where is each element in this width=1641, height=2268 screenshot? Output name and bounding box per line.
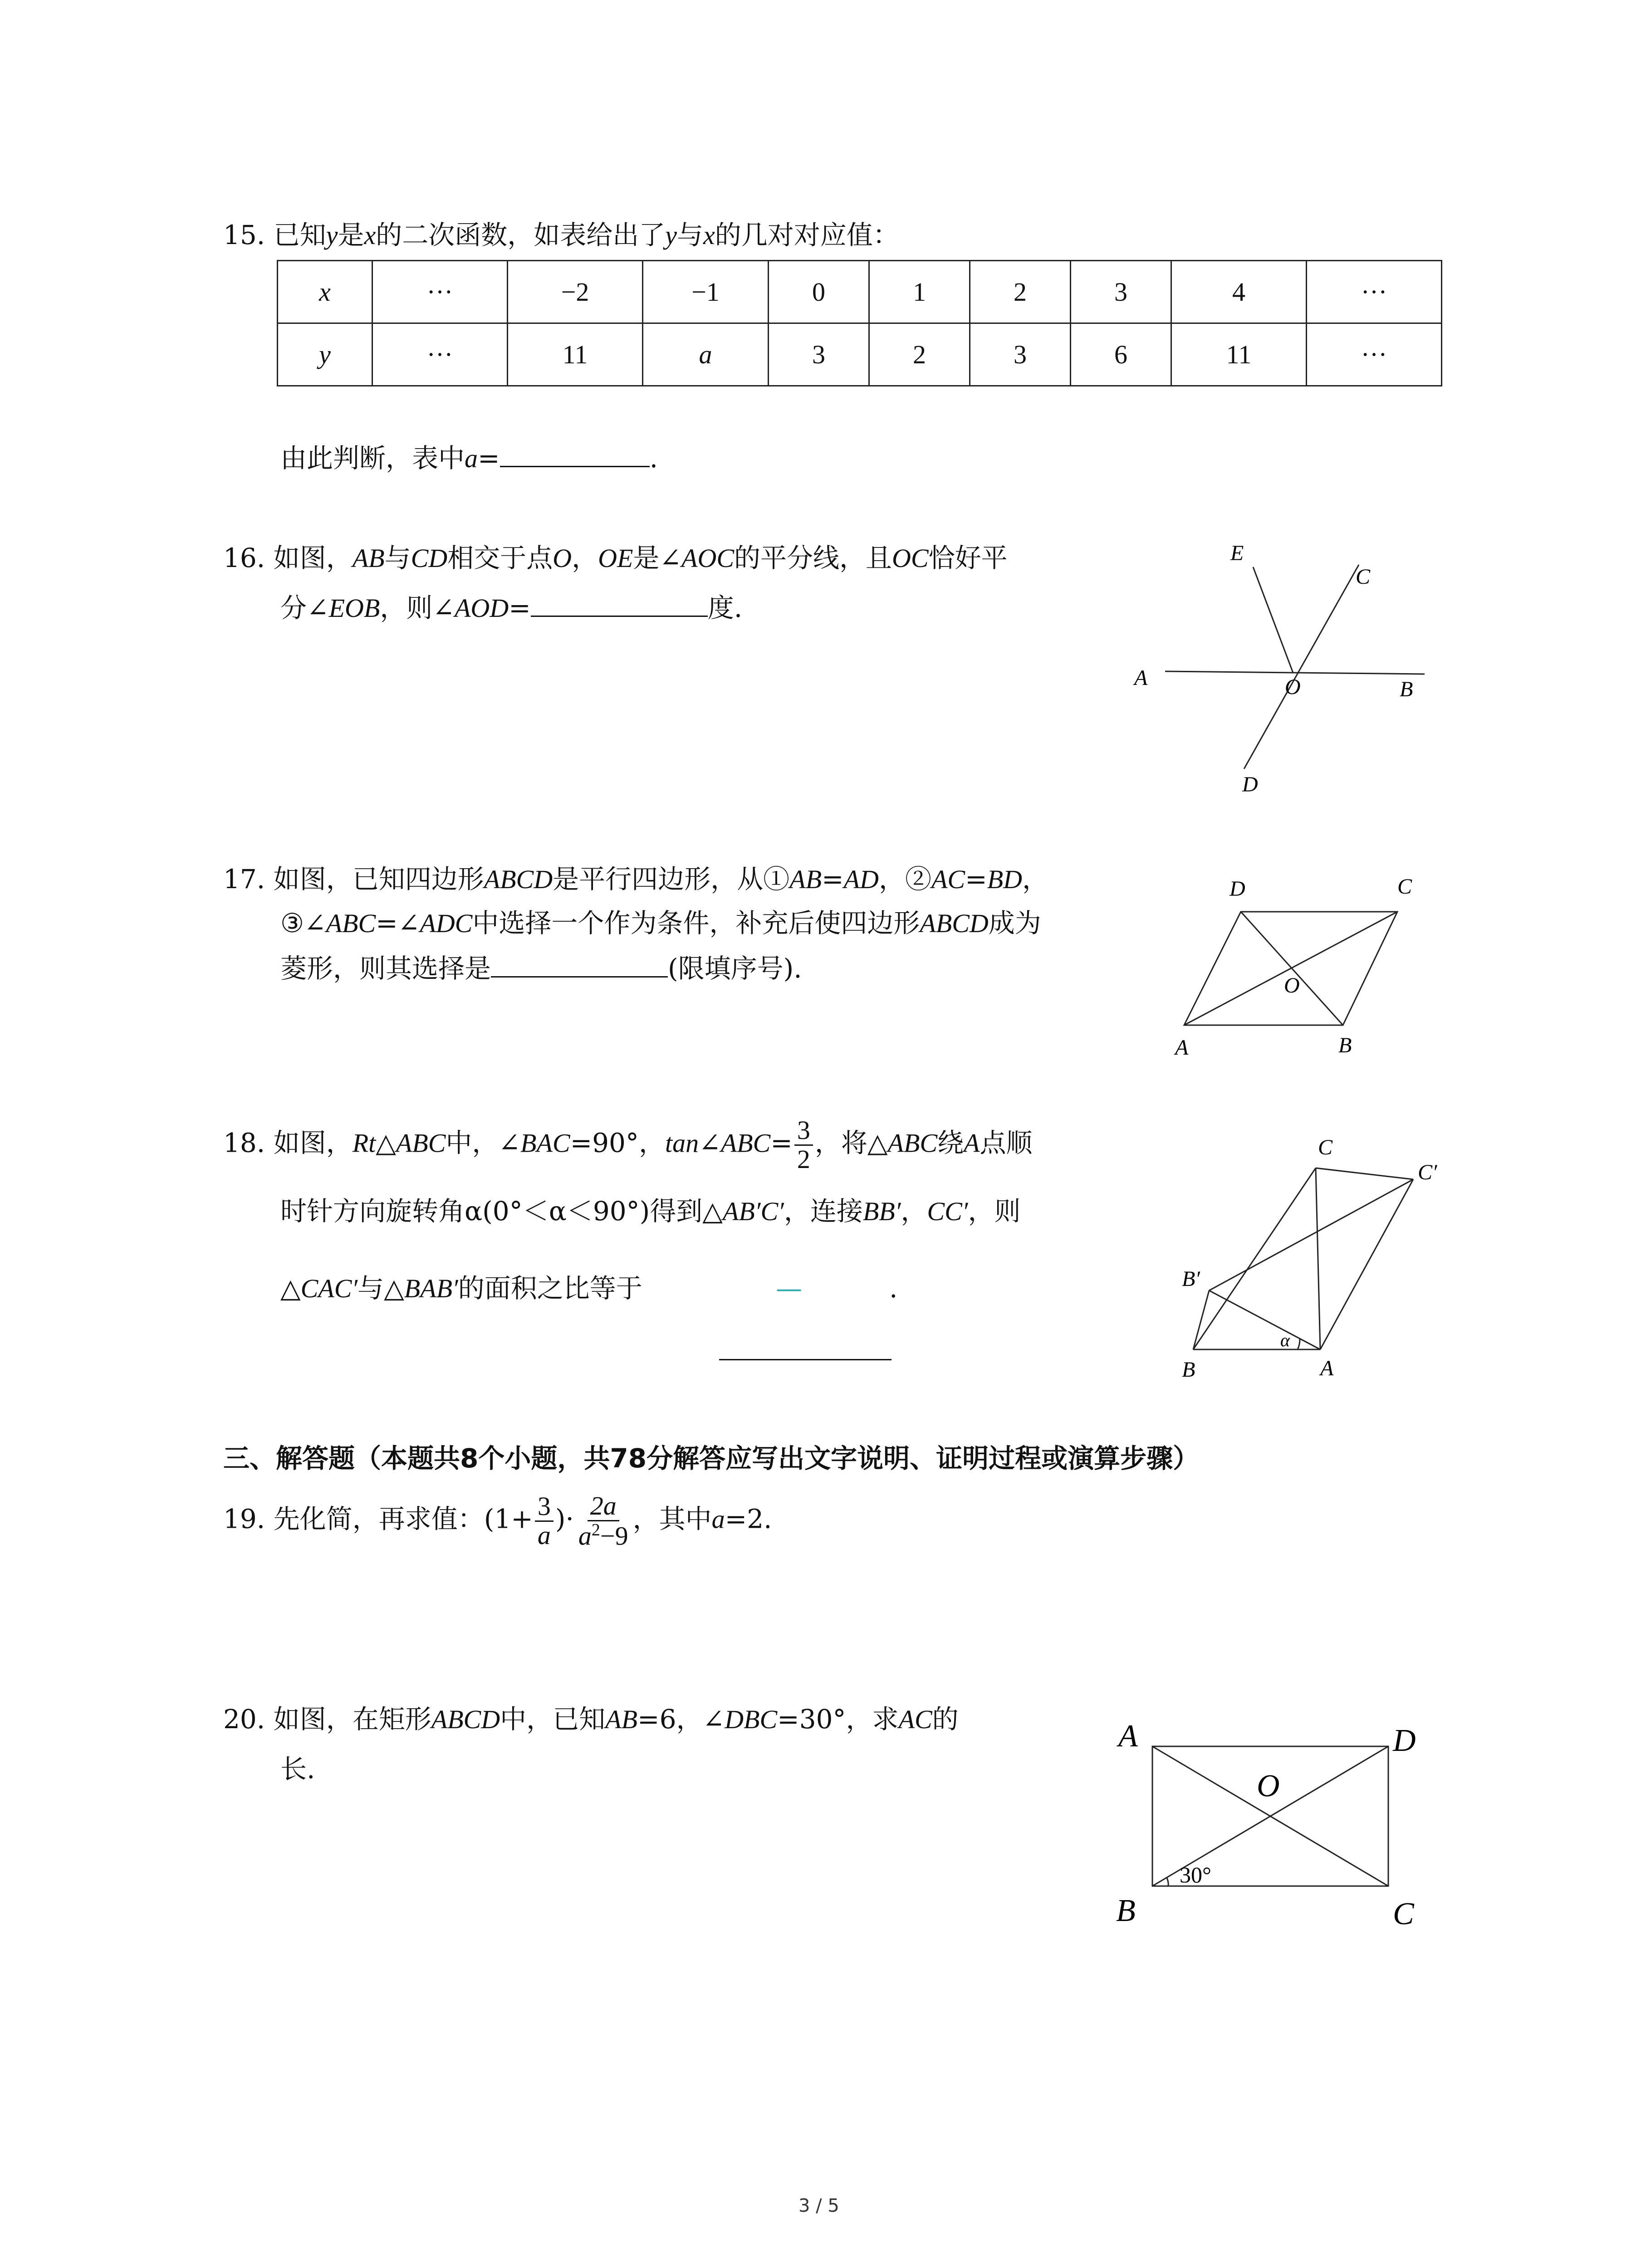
label-D: D <box>1242 772 1258 797</box>
label-A: A <box>1175 1036 1189 1060</box>
label-E: E <box>1230 541 1244 565</box>
label-B: B <box>1400 677 1413 701</box>
segment-cc-prime <box>1316 1168 1413 1179</box>
q17-number: 17. <box>223 864 265 894</box>
ray-oe <box>1253 567 1293 673</box>
line-cd <box>1244 565 1359 769</box>
q18-period: . <box>889 1273 898 1304</box>
table-row: y ··· 11 a 3 2 3 6 11 ··· <box>278 323 1442 386</box>
label-C: C <box>1318 1135 1333 1159</box>
q19-line: 19. 先化简，再求值：(1+ $\frac{3}{a}$ )· $\frac{2a}{a^2-9}$ ，其中a=2. <box>223 1491 772 1551</box>
q16-line2: 分∠EOB，则∠AOD= 度. <box>280 592 743 623</box>
q17-figure <box>1171 862 1461 1070</box>
q17-line1: 17. 如图，已知四边形ABCD是平行四边形，从①AB=AD，②AC=BD， <box>223 864 1049 894</box>
q20-figure <box>1102 1701 1456 1955</box>
q18-answer-blank[interactable] <box>719 1359 892 1360</box>
q15-answer-blank[interactable] <box>500 466 650 467</box>
q18-number: 18. <box>223 1127 265 1158</box>
segment-ac <box>1316 1168 1320 1349</box>
q17-answer-blank[interactable] <box>491 976 668 978</box>
q19-fraction-1: $\frac{3}{a}$ <box>535 1493 554 1549</box>
q18-dash: — <box>776 1273 802 1304</box>
q15-line2: 由此判断，表中a= . <box>280 443 658 474</box>
q16-line1: 16. 如图，AB与CD相交于点O，OE是∠AOC的平分线，且OC恰好平 <box>223 543 1008 573</box>
segment-bb-prime <box>1193 1290 1209 1349</box>
label-alpha: α <box>1280 1330 1290 1350</box>
label-B: B <box>1116 1893 1136 1928</box>
q18-line3: △CAC′与△BAB′的面积之比等于 <box>280 1273 642 1304</box>
q20-number: 20. <box>223 1704 265 1735</box>
label-B: B <box>1182 1358 1195 1382</box>
q18-fraction: $\frac{3}{2}$ <box>794 1117 813 1173</box>
line-ab <box>1165 671 1425 674</box>
table-row: x ··· −2 −1 0 1 2 3 4 ··· <box>278 261 1442 323</box>
q16-number: 16. <box>223 543 265 573</box>
label-C: C <box>1397 875 1412 899</box>
q16-answer-blank[interactable] <box>531 616 708 617</box>
q18-line2: 时针方向旋转角α(0°＜α＜90°)得到△AB′C′，连接BB′，CC′，则 <box>280 1196 1021 1227</box>
label-angle-30: 30° <box>1180 1862 1211 1887</box>
segment-ab-prime <box>1209 1290 1320 1349</box>
q19-fraction-2: $\frac{2a}{a^2-9}$ <box>578 1491 628 1551</box>
q17-line2: ③∠ABC=∠ADC中选择一个作为条件，补充后使四边形ABCD成为 <box>280 908 1041 938</box>
label-C: C <box>1393 1897 1414 1931</box>
label-D: D <box>1230 877 1245 901</box>
q15-number: 15. <box>223 220 265 250</box>
label-O: O <box>1285 675 1301 699</box>
page-number: 3 / 5 <box>798 2195 839 2216</box>
label-O: O <box>1257 1769 1280 1804</box>
label-D: D <box>1393 1723 1416 1758</box>
q17-line3: 菱形，则其选择是 (限填序号). <box>280 953 802 984</box>
q20-line1: 20. 如图，在矩形ABCD中，已知AB=6，∠DBC=30°，求AC的 <box>223 1704 959 1735</box>
q19-number: 19. <box>223 1503 265 1535</box>
angle-arc <box>1167 1878 1168 1886</box>
section-heading: 三、解答题（本题共8个小题，共78分解答应写出文字说明、证明过程或演算步骤） <box>223 1443 1200 1474</box>
label-A: A <box>1118 1719 1138 1754</box>
segment-bc <box>1193 1168 1316 1349</box>
q20-line2: 长. <box>280 1754 315 1784</box>
label-O: O <box>1284 973 1300 997</box>
q16-figure <box>1125 540 1470 812</box>
diagonal-bd <box>1241 912 1343 1025</box>
label-C: C <box>1356 565 1371 589</box>
angle-arc <box>1298 1339 1300 1349</box>
label-C-prime: C′ <box>1418 1160 1437 1184</box>
diagonal-ac <box>1184 912 1397 1025</box>
label-A: A <box>1320 1356 1334 1380</box>
q15-line1: 15. 已知y是x的二次函数，如表给出了y与x的几对对应值： <box>223 220 899 250</box>
label-A: A <box>1134 666 1148 690</box>
label-B-prime: B′ <box>1182 1267 1200 1291</box>
q18-figure <box>1161 1125 1470 1388</box>
q18-line1: 18. 如图，Rt△ABC中，∠BAC=90°，tan∠ABC= $\frac{3}{2}$ ，将△ABC绕A点顺 <box>223 1115 1033 1174</box>
label-B: B <box>1338 1033 1352 1057</box>
q15-value-table <box>277 260 1442 386</box>
